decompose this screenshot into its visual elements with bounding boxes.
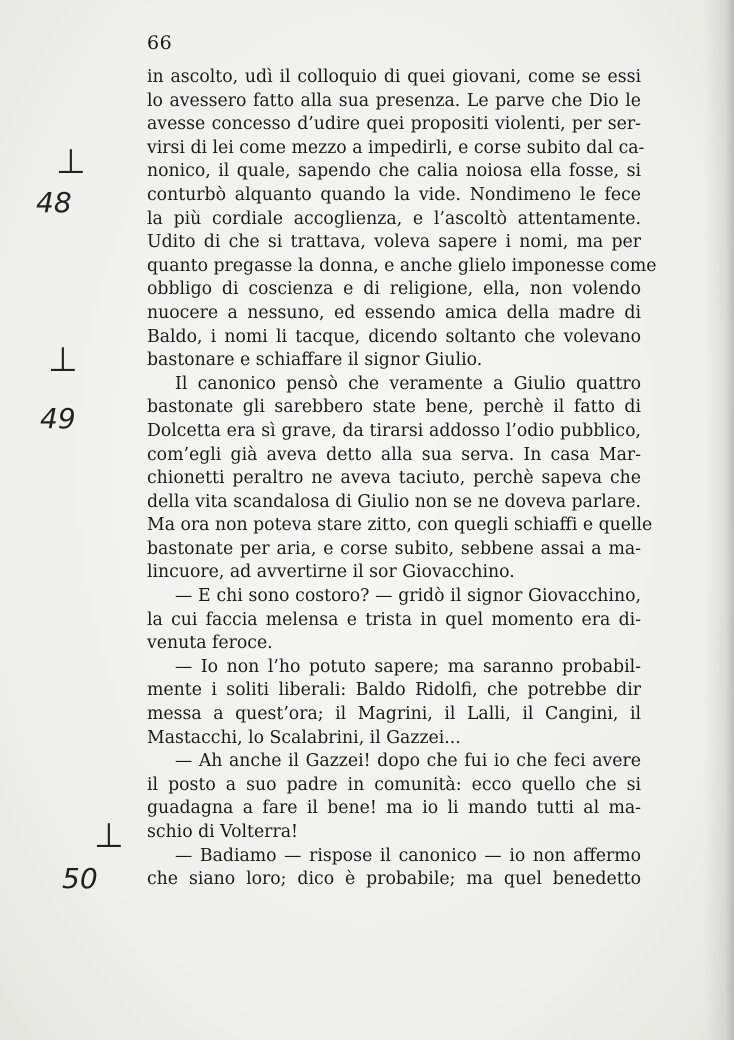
text-line: chionetti peraltro ne aveva taciuto, perchè sapeva che	[147, 468, 641, 489]
text-line: — Ah anche il Gazzei! dopo che fui io che feci avere	[175, 751, 641, 772]
text-line: Mastacchi, lo Scalabrini, il Gazzei...	[147, 727, 461, 748]
page-edge-shadow	[704, 0, 734, 1040]
text-line: bastonare e schiaffare il signor Giulio.	[147, 350, 483, 371]
text-line: Baldo, i nomi li tacque, dicendo soltanto che volevano	[147, 326, 641, 347]
text-line: bastonate per aria, e corse subito, sebbene assai a ma-	[147, 538, 641, 559]
text-line: Il canonico pensò che veramente a Giulio quattro	[175, 373, 641, 394]
text-line: mente i soliti liberali: Baldo Ridolfi, che potrebbe dir	[147, 680, 641, 701]
text-line: — E chi sono costoro? — gridò il signor Giovacchino,	[175, 586, 641, 607]
text-line: Udito di che si trattava, voleva sapere i nomi, ma per	[147, 232, 641, 253]
page-number: 66	[147, 32, 173, 54]
text-line: il posto a suo padre in comunità: ecco quello che si	[147, 774, 641, 795]
margin-note-48: 48	[36, 186, 72, 219]
text-line: la cui faccia melensa e trista in quel momento era di-	[147, 609, 641, 630]
text-line: della vita scandalosa di Giulio non se ne doveva parlare.	[147, 491, 641, 512]
pencil-tick-mark: ⊥	[48, 340, 78, 380]
margin-note-49: 49	[40, 402, 76, 435]
text-line: — Io non l’ho potuto sapere; ma saranno probabil-	[175, 656, 641, 677]
text-line: nuocere a nessuno, ed essendo amica della madre di	[147, 302, 641, 323]
text-line: bastonate gli sarebbero state bene, perchè il fatto di	[147, 397, 641, 418]
text-line: Ma ora non poteva stare zitto, con quegli schiaffi e quelle	[147, 515, 653, 536]
text-line: messa a quest’ora; il Magrini, il Lalli, il Cangini, il	[147, 704, 641, 725]
text-line: che siano loro; dico è probabile; ma quel benedetto	[147, 869, 641, 890]
text-line: quanto pregasse la donna, e anche glielo imponesse come	[147, 255, 657, 276]
pencil-tick-mark: ⊥	[56, 142, 86, 182]
text-line: com’egli già aveva detto alla sua serva. In casa Mar-	[147, 444, 641, 465]
pencil-tick-mark: ⊥	[94, 816, 124, 856]
margin-note-50: 50	[62, 862, 98, 895]
body-text	[147, 66, 657, 892]
text-line: virsi di lei come mezzo a impedirli, e corse subito dal ca-	[147, 137, 645, 158]
text-line: in ascolto, udì il colloquio di quei giovani, come se essi	[147, 67, 641, 87]
text-line: la più cordiale accoglienza, e l’ascoltò attentamente.	[147, 208, 641, 229]
text-line: Dolcetta era sì grave, da tirarsi addosso l’odio pubblico,	[147, 420, 641, 441]
text-line: lincuore, ad avvertirne il sor Giovacchino.	[147, 562, 515, 583]
text-line: — Badiamo — rispose il canonico — io non affermo	[175, 845, 641, 866]
text-line: obbligo di coscienza e di religione, ella, non volendo	[147, 279, 641, 300]
text-line: schio di Volterra!	[147, 822, 298, 842]
text-line: lo avessero fatto alla sua presenza. Le parve che Dio le	[147, 90, 641, 111]
text-line: venuta feroce.	[147, 633, 273, 654]
text-line: guadagna a fare il bene! ma io li mando tutti al ma-	[147, 798, 641, 819]
text-line: conturbò alquanto quando la vide. Nondimeno le fece	[147, 184, 641, 205]
text-line: avesse concesso d’udire quei propositi violenti, per ser-	[147, 114, 641, 135]
text-line: nonico, il quale, sapendo che calia noiosa ella fosse, si	[147, 161, 641, 182]
